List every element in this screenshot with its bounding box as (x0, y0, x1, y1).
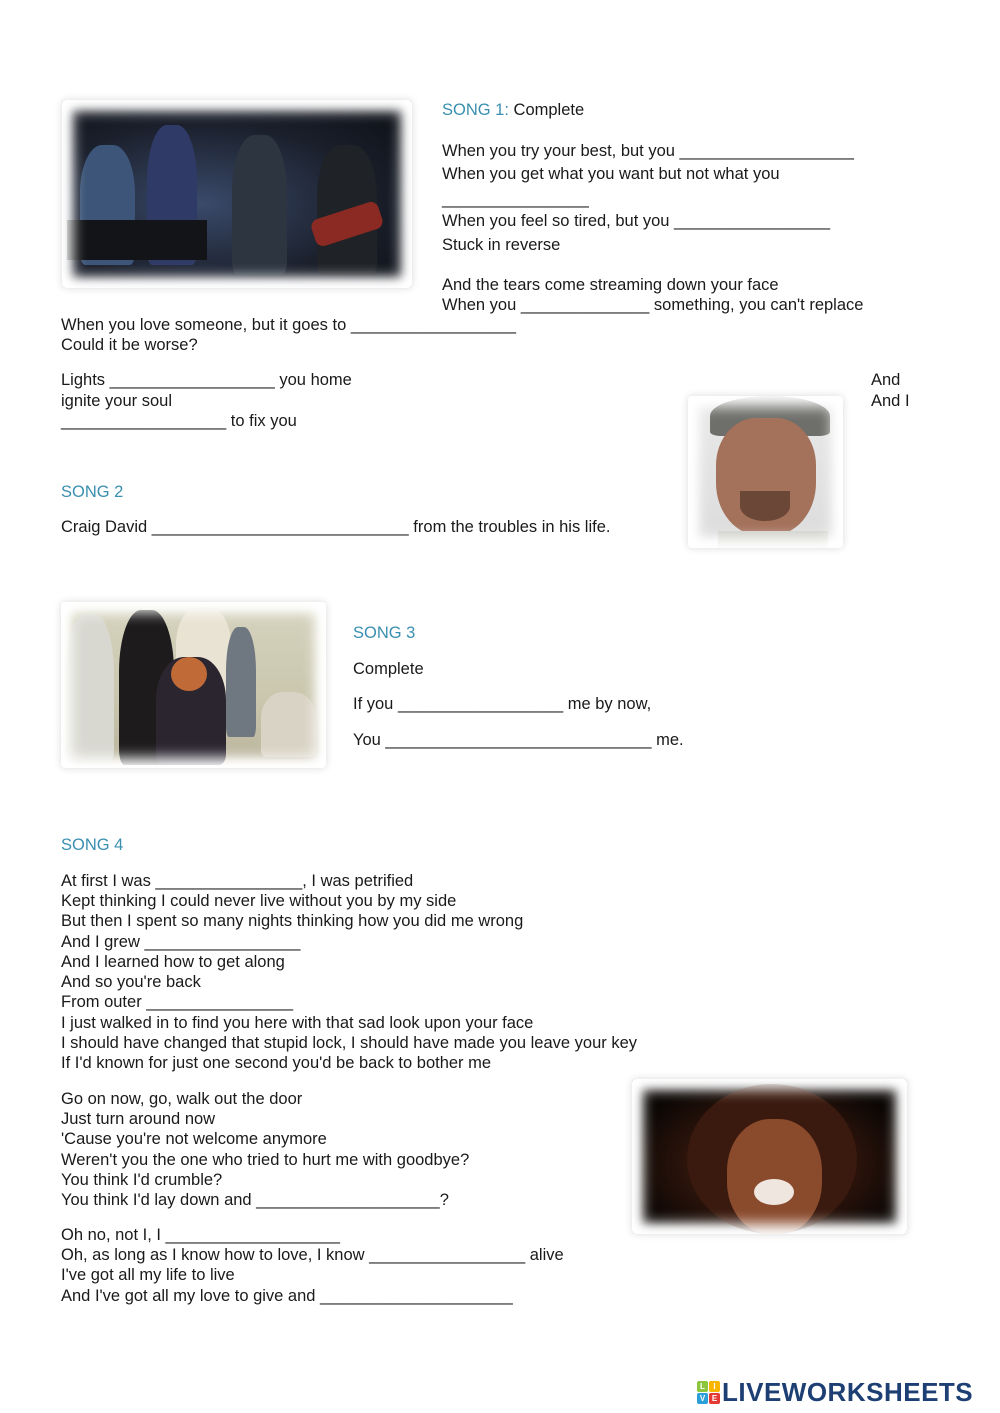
song4-verse2-line-5: You think I'd crumble? (61, 1171, 223, 1189)
song1-line-1[interactable]: When you try your best, but you ___________________ (442, 142, 854, 160)
song4-verse1-line-6: And so you're back (61, 973, 201, 991)
gloria-gaynor-photo (632, 1079, 907, 1234)
song3-instruction: Complete (353, 660, 424, 678)
song1-line-11[interactable]: __________________ to fix you (61, 412, 297, 430)
song3-line-1[interactable]: If you __________________ me by now, (353, 695, 652, 713)
song1-line-2: When you get what you want but not what you (442, 165, 780, 183)
song4-verse2-line-3: 'Cause you're not welcome anymore (61, 1130, 327, 1148)
logo-block-v: V (697, 1393, 708, 1404)
song1-line-7[interactable]: When you love someone, but it goes to __________________ (61, 316, 517, 334)
song3-line-2[interactable]: You _____________________________ me. (353, 731, 684, 749)
song4-verse2-line-6[interactable]: You think I'd lay down and ____________________? (61, 1191, 449, 1209)
song4-verse1-line-4[interactable]: And I grew _________________ (61, 933, 301, 951)
song4-verse1-line-2: Kept thinking I could never live without you by my side (61, 892, 457, 910)
song2-heading: SONG 2 (61, 483, 124, 501)
song4-verse1-line-9: I should have changed that stupid lock, I should have made you leave your key (61, 1034, 638, 1052)
song1-line-10: ignite your soul (61, 392, 172, 410)
song4-verse1-line-7[interactable]: From outer ________________ (61, 993, 294, 1011)
song4-verse2-line-4: Weren't you the one who tried to hurt me with goodbye? (61, 1151, 470, 1169)
song2-line[interactable]: Craig David ____________________________ from the troubles in his life. (61, 518, 611, 536)
song4-verse3-line-3: I've got all my life to live (61, 1266, 235, 1284)
logo-block-l: L (697, 1381, 708, 1392)
song4-verse1-line-1[interactable]: At first I was ________________, I was petrified (61, 872, 414, 890)
logo-block-i: I (709, 1381, 720, 1392)
song4-heading: SONG 4 (61, 836, 124, 854)
song1-instruction: Complete (513, 101, 585, 119)
song4-verse1-line-10: If I'd known for just one second you'd be back to bother me (61, 1054, 492, 1072)
song1-right-fragment-1: And (871, 371, 901, 389)
song1-line-4: Stuck in reverse (442, 236, 561, 254)
song1-line-3[interactable]: When you feel so tired, but you _________________ (442, 212, 831, 230)
song1-heading-label: SONG 1: (442, 101, 509, 119)
coldplay-photo (62, 100, 412, 288)
song4-verse2-line-2: Just turn around now (61, 1110, 216, 1128)
song1-line-5: And the tears come streaming down your face (442, 276, 779, 294)
song4-verse1-line-8: I just walked in to find you here with that sad look upon your face (61, 1014, 534, 1032)
simply-red-photo (61, 602, 326, 768)
liveworksheets-logo[interactable] (697, 1378, 973, 1406)
logo-block-e: E (709, 1393, 720, 1404)
song3-heading: SONG 3 (353, 624, 416, 642)
song1-heading (442, 100, 584, 120)
song1-blank-2[interactable]: ________________ (442, 190, 589, 208)
song4-verse3-line-4[interactable]: And I've got all my love to give and _____________________ (61, 1287, 513, 1305)
song4-verse2-line-1: Go on now, go, walk out the door (61, 1090, 303, 1108)
song4-verse1-line-3: But then I spent so many nights thinking how you did me wrong (61, 912, 524, 930)
song4-verse3-line-1[interactable]: Oh no, not I, I ___________________ (61, 1226, 340, 1244)
logo-text: LIVEWORKSHEETS (722, 1377, 974, 1407)
logo-blocks-icon (697, 1381, 720, 1404)
song1-line-9[interactable]: Lights __________________ you home (61, 371, 352, 389)
song1-line-8: Could it be worse? (61, 336, 198, 354)
song4-verse3-line-2[interactable]: Oh, as long as I know how to love, I know _________________ alive (61, 1246, 564, 1264)
song1-right-fragment-2: And I (871, 392, 910, 410)
craig-david-photo (688, 396, 843, 548)
song1-line-6[interactable]: When you ______________ something, you can't replace (442, 296, 864, 314)
song4-verse1-line-5: And I learned how to get along (61, 953, 285, 971)
